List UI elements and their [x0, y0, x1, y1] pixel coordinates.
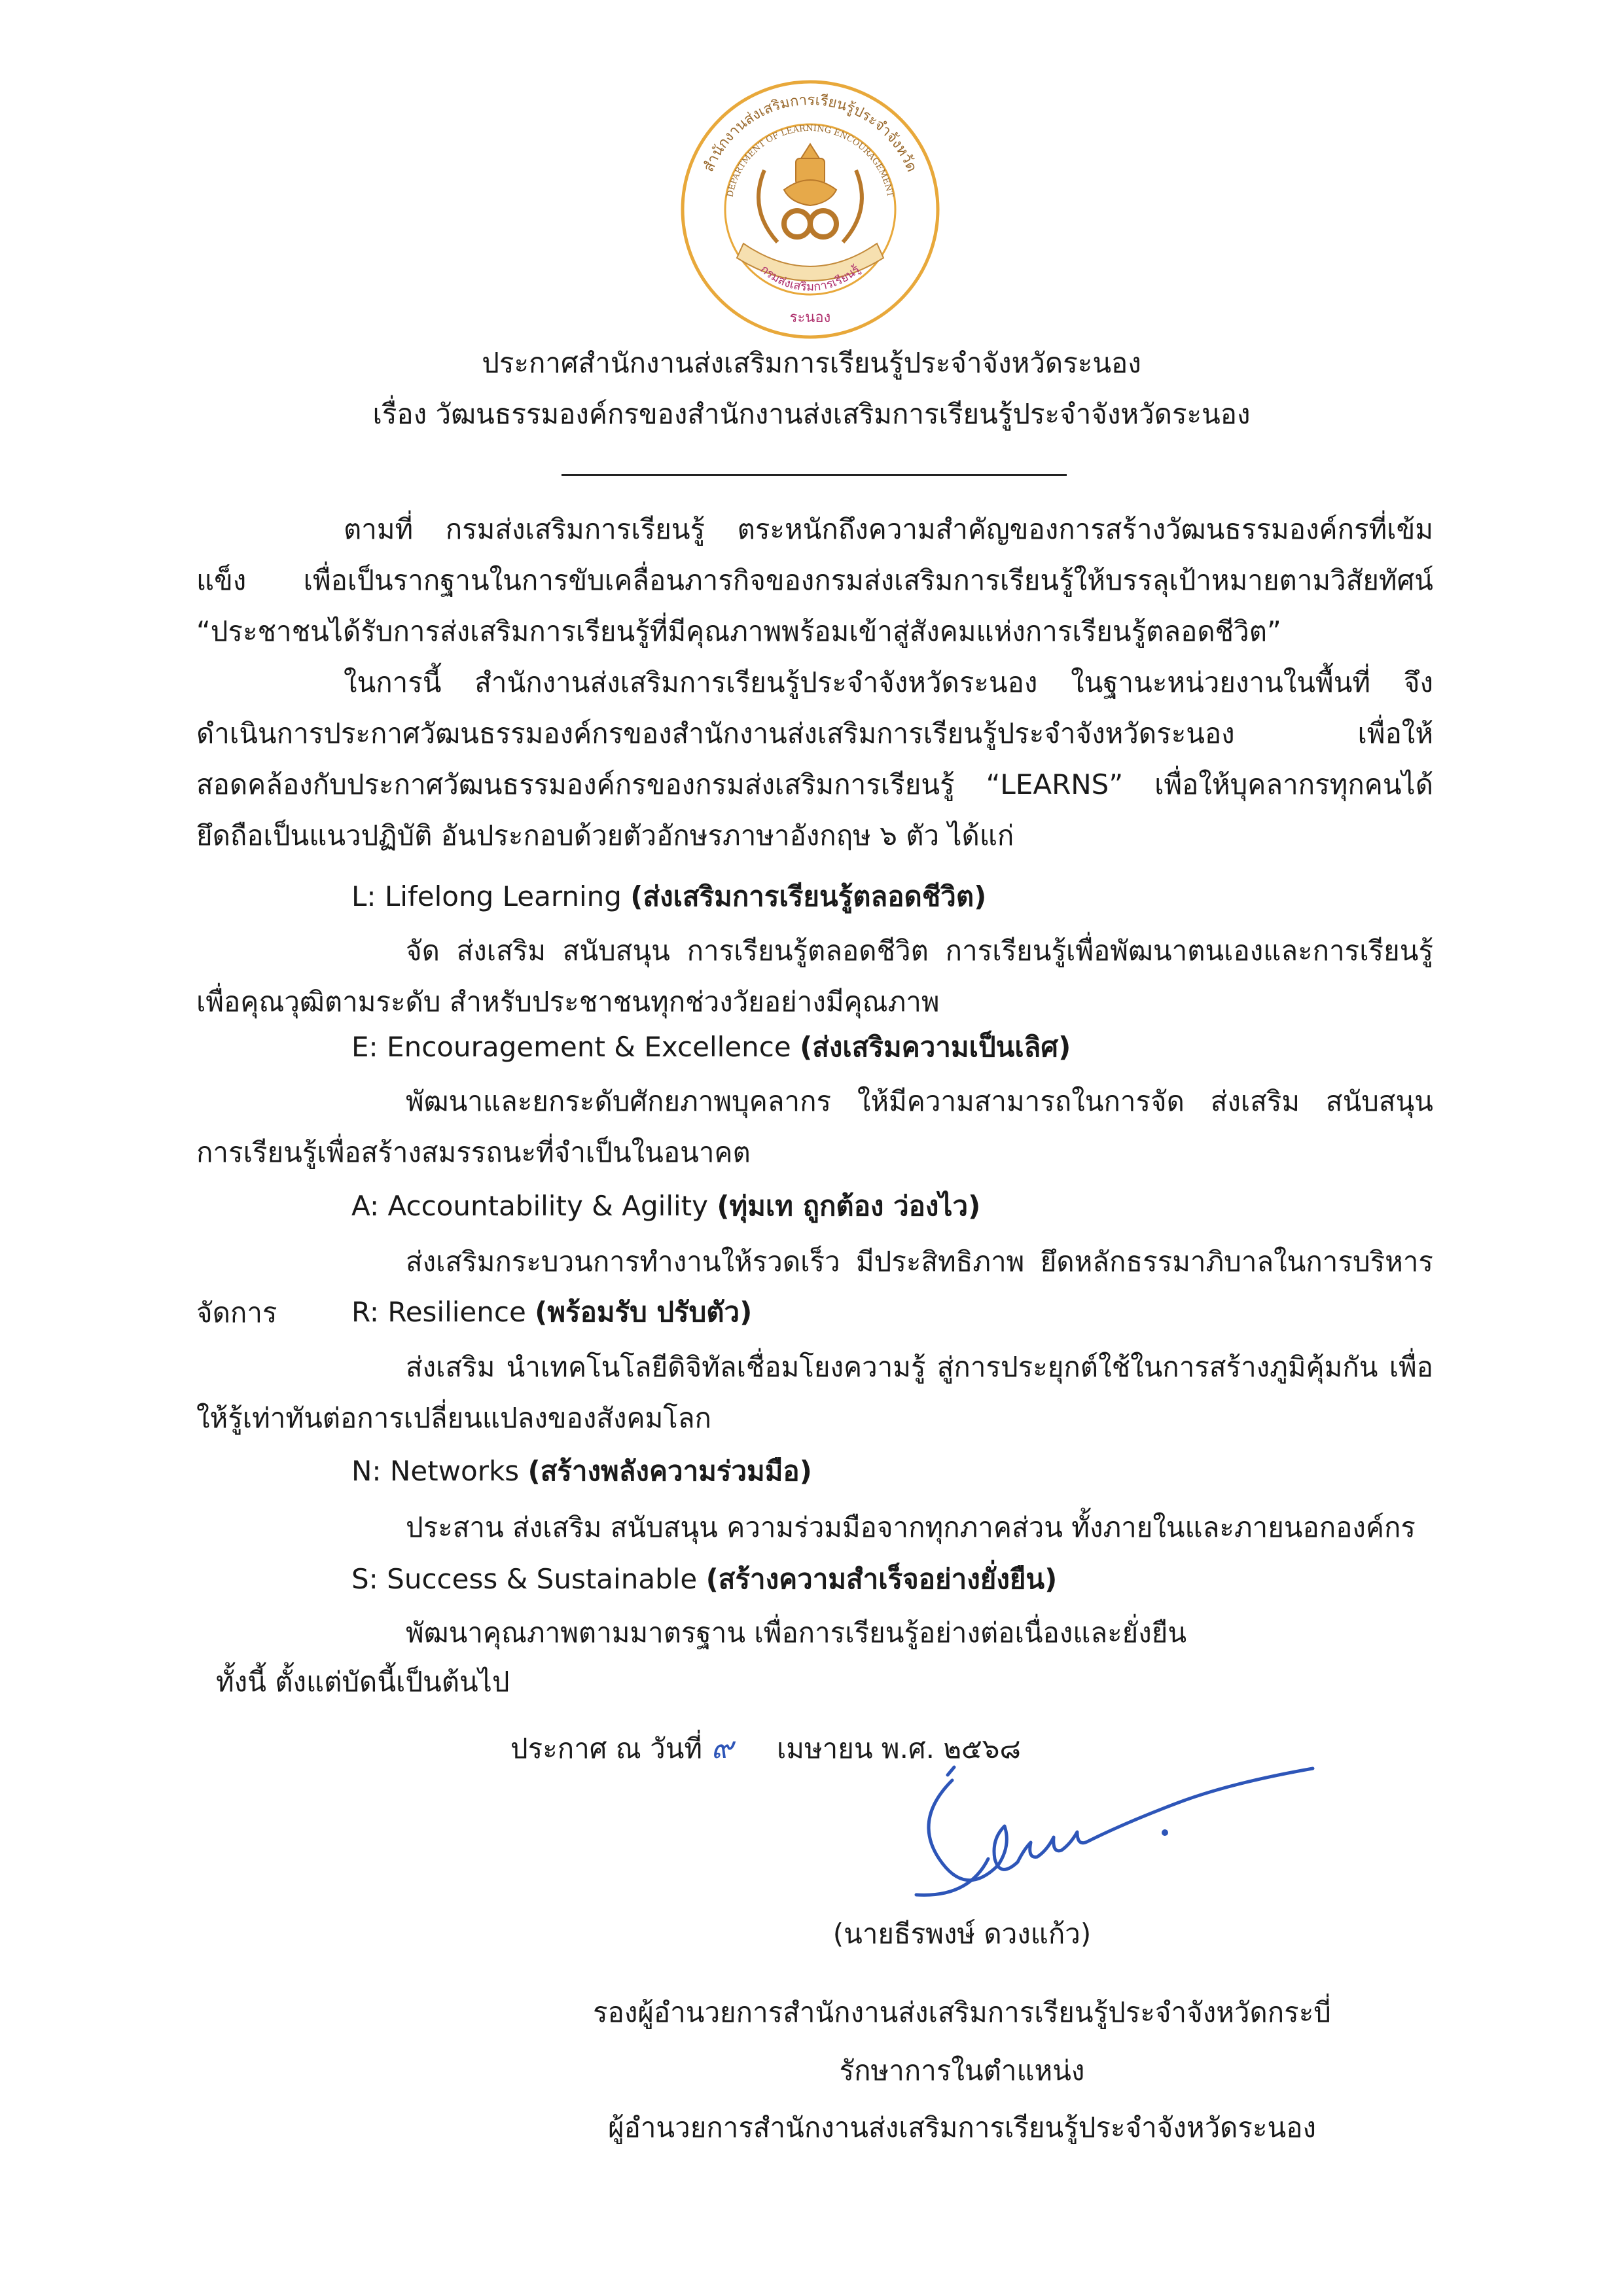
date-month-year: เมษายน พ.ศ. ๒๕๖๘ — [776, 1732, 1021, 1765]
value-a-thai: (ทุ่มเท ถูกต้อง ว่องไว) — [717, 1190, 981, 1222]
seal-province-text: ระนอง — [789, 310, 831, 326]
body-paragraph-2: ในการนี้ สำนักงานส่งเสริมการเรียนรู้ประจำจังหวัดระนอง ในฐานะหน่วยงานในพื้นที่ จึงดำเนินการประกาศวัฒนธรรมองค์กรของสำนักงานส่งเสริมการเรียนรู้ประจำจังหวัดระนอง เพื่อให้สอดคล้องกับประกาศวัฒนธรรมองค์กรของกรมส่งเสริมการเรียนรู้ “LEARNS” เพื่อให้บุคลากรทุกคนได้ยึดถือเป็นแนวปฏิบัติ อันประกอบด้วยตัวอักษรภาษาอังกฤษ ๖ ตัว ได้แก่ — [196, 666, 1433, 852]
value-e-title: E: Encouragement & Excellence — [351, 1031, 791, 1063]
value-n-description: ประสาน ส่งเสริม สนับสนุน ความร่วมมือจากทุกภาคส่วน ทั้งภายในและภายนอกองค์กร — [406, 1511, 1416, 1543]
value-l-title: L: Lifelong Learning — [351, 880, 622, 912]
announcement-subject: เรื่อง วัฒนธรรมองค์กรของสำนักงานส่งเสริมการเรียนรู้ประจำจังหวัดระนอง — [372, 398, 1251, 430]
department-seal-logo — [666, 72, 954, 347]
signatory-name: (นายธีรพงษ์ ดวงแก้ว) — [832, 1918, 1092, 1950]
signatory-position-2: รักษาการในตำแหน่ง — [839, 2054, 1085, 2087]
value-l-heading — [351, 877, 986, 916]
value-e-thai: (ส่งเสริมความเป็นเลิศ) — [800, 1031, 1071, 1063]
value-e-heading — [351, 1028, 1071, 1067]
value-s-description: พัฒนาคุณภาพตามมาตรฐาน เพื่อการเรียนรู้อย่างต่อเนื่องและยั่งยืน — [406, 1617, 1187, 1649]
value-a-description: ส่งเสริมกระบวนการทำงานให้รวดเร็ว มีประสิทธิภาพ ยึดหลักธรรมาภิบาลในการบริหารจัดการ — [196, 1246, 1433, 1329]
value-a-title: A: Accountability & Agility — [351, 1190, 708, 1222]
signatory-position-1: รองผู้อำนวยการสำนักงานส่งเสริมการเรียนรู้ประจำจังหวัดกระบี่ — [593, 1996, 1331, 2028]
body-paragraph-1: ตามที่ กรมส่งเสริมการเรียนรู้ ตระหนักถึงความสำคัญของการสร้างวัฒนธรรมองค์กรที่เข้มแข็ง เพื่อเป็นรากฐานในการขับเคลื่อนภารกิจของกรมส่งเสริมการเรียนรู้ให้บรรลุเป้าหมายตามวิสัยทัศน์ “ประชาชนได้รับการส่งเสริมการเรียนรู้ที่มีคุณภาพพร้อมเข้าสู่สังคมแห่งการเรียนรู้ตลอดชีวิต” — [196, 513, 1433, 647]
announcement-title: ประกาศสำนักงานส่งเสริมการเรียนรู้ประจำจังหวัดระนอง — [482, 347, 1141, 379]
value-n-title: N: Networks — [351, 1455, 520, 1487]
value-l-description: จัด ส่งเสริม สนับสนุน การเรียนรู้ตลอดชีวิต การเรียนรู้เพื่อพัฒนาตนเองและการเรียนรู้เพื่อคุณวุฒิตามระดับ สำหรับประชาชนทุกช่วงวัยอย่างมีคุณภาพ — [196, 935, 1433, 1018]
date-day-handwritten: ๙ — [711, 1730, 734, 1765]
value-r-title: R: Resilience — [351, 1296, 526, 1328]
date-prefix: ประกาศ ณ วันที่ — [510, 1732, 703, 1765]
signatory-position-3: ผู้อำนวยการสำนักงานส่งเสริมการเรียนรู้ประจำจังหวัดระนอง — [608, 2111, 1316, 2144]
value-e-description: พัฒนาและยกระดับศักยภาพบุคลากร ให้มีความสามารถในการจัด ส่งเสริม สนับสนุน การเรียนรู้เพื่อสร้างสมรรถนะที่จำเป็นในอนาคต — [196, 1085, 1433, 1168]
value-a-heading — [351, 1187, 980, 1226]
value-r-heading — [351, 1293, 752, 1332]
value-n-heading — [351, 1452, 812, 1491]
closing-statement: ทั้งนี้ ตั้งแต่บัดนี้เป็นต้นไป — [216, 1666, 510, 1698]
seal-band-text: กรมส่งเสริมการเรียนรู้ — [757, 262, 863, 295]
value-l-thai: (ส่งเสริมการเรียนรู้ตลอดชีวิต) — [630, 880, 987, 912]
value-r-thai: (พร้อมรับ ปรับตัว) — [535, 1296, 753, 1328]
value-s-thai: (สร้างความสำเร็จอย่างยั่งยืน) — [705, 1563, 1058, 1595]
handwritten-signature — [890, 1761, 1322, 1924]
value-r-description: ส่งเสริม นำเทคโนโลยีดิจิทัลเชื่อมโยงความรู้ สู่การประยุกต์ใช้ในการสร้างภูมิคุ้มกัน เพื่อให้รู้เท่าทันต่อการเปลี่ยนแปลงของสังคมโลก — [196, 1351, 1433, 1434]
value-s-title: S: Success & Sustainable — [351, 1563, 698, 1595]
value-s-heading — [351, 1560, 1057, 1599]
value-n-thai: (สร้างพลังความร่วมมือ) — [527, 1455, 812, 1487]
svg-text:DEPARTMENT OF LEARNING ENCOURA: DEPARTMENT OF LEARNING ENCOURAGEMENT — [725, 123, 895, 198]
svg-text:สำนักงานส่งเสริมการเรียนรู้ประ: สำนักงานส่งเสริมการเรียนรู้ประจำจังหวัด — [700, 92, 920, 175]
header-divider — [562, 474, 1067, 476]
